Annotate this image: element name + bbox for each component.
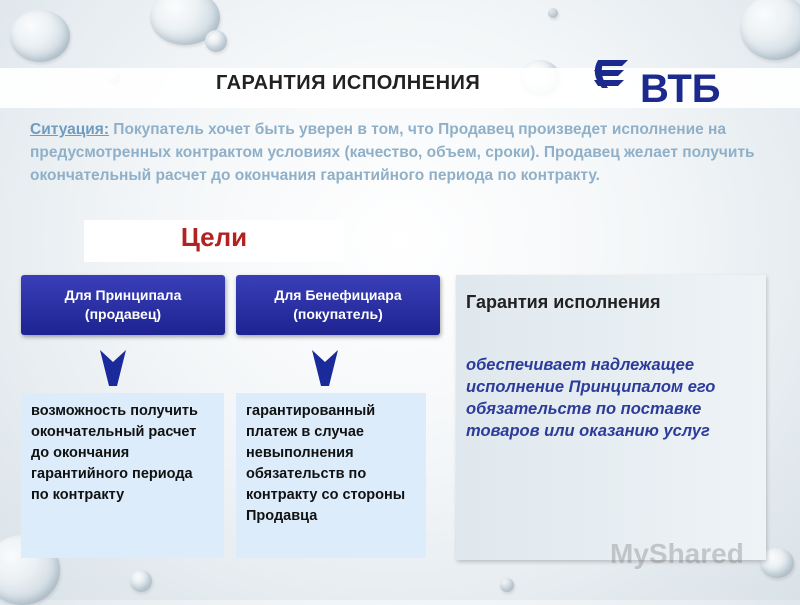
- principal-header: [21, 275, 225, 335]
- principal-header-label: Для Принципала (продавец): [64, 287, 182, 322]
- watermark: MyShared: [610, 538, 744, 569]
- situation-body: Покупатель хочет быть уверен в том, что Продавец произведет исполнение на предусмотренных контрактом условиях (качество, объем, сроки). Продавец желает получить окончательный расчет до окончания гарантийного периода по контракту.: [30, 121, 755, 184]
- arrow-down-icon: [312, 350, 338, 386]
- situation-text: [30, 118, 775, 187]
- situation-label: Ситуация:: [30, 121, 109, 138]
- beneficiary-header-label: Для Бенефициара (покупатель): [274, 287, 402, 322]
- panel-title: Гарантия исполнения: [466, 292, 661, 312]
- page-title: ГАРАНТИЯ ИСПОЛНЕНИЯ: [216, 72, 481, 94]
- water-drop: [130, 570, 152, 592]
- arrow-down-icon: [100, 350, 126, 386]
- panel-text: обеспечивает надлежащее исполнение Принципалом его обязательств по поставке товаров или оказанию услуг: [466, 356, 716, 440]
- goals-heading: Цели: [180, 222, 248, 252]
- water-drop: [740, 0, 800, 60]
- water-drop: [10, 10, 70, 62]
- beneficiary-body: гарантированный платеж в случае невыполнения обязательств по контракту со стороны Продавца: [236, 393, 426, 558]
- water-drop: [205, 30, 227, 52]
- principal-body: возможность получить окончательный расчет до окончания гарантийного периода по контракту: [21, 393, 224, 558]
- beneficiary-header: [236, 275, 440, 335]
- vtb-logo: [588, 50, 728, 115]
- water-drop: [548, 8, 558, 18]
- logo-text: ВТБ: [640, 67, 721, 110]
- vtb-logo-icon: [588, 50, 728, 110]
- water-drop: [500, 578, 514, 592]
